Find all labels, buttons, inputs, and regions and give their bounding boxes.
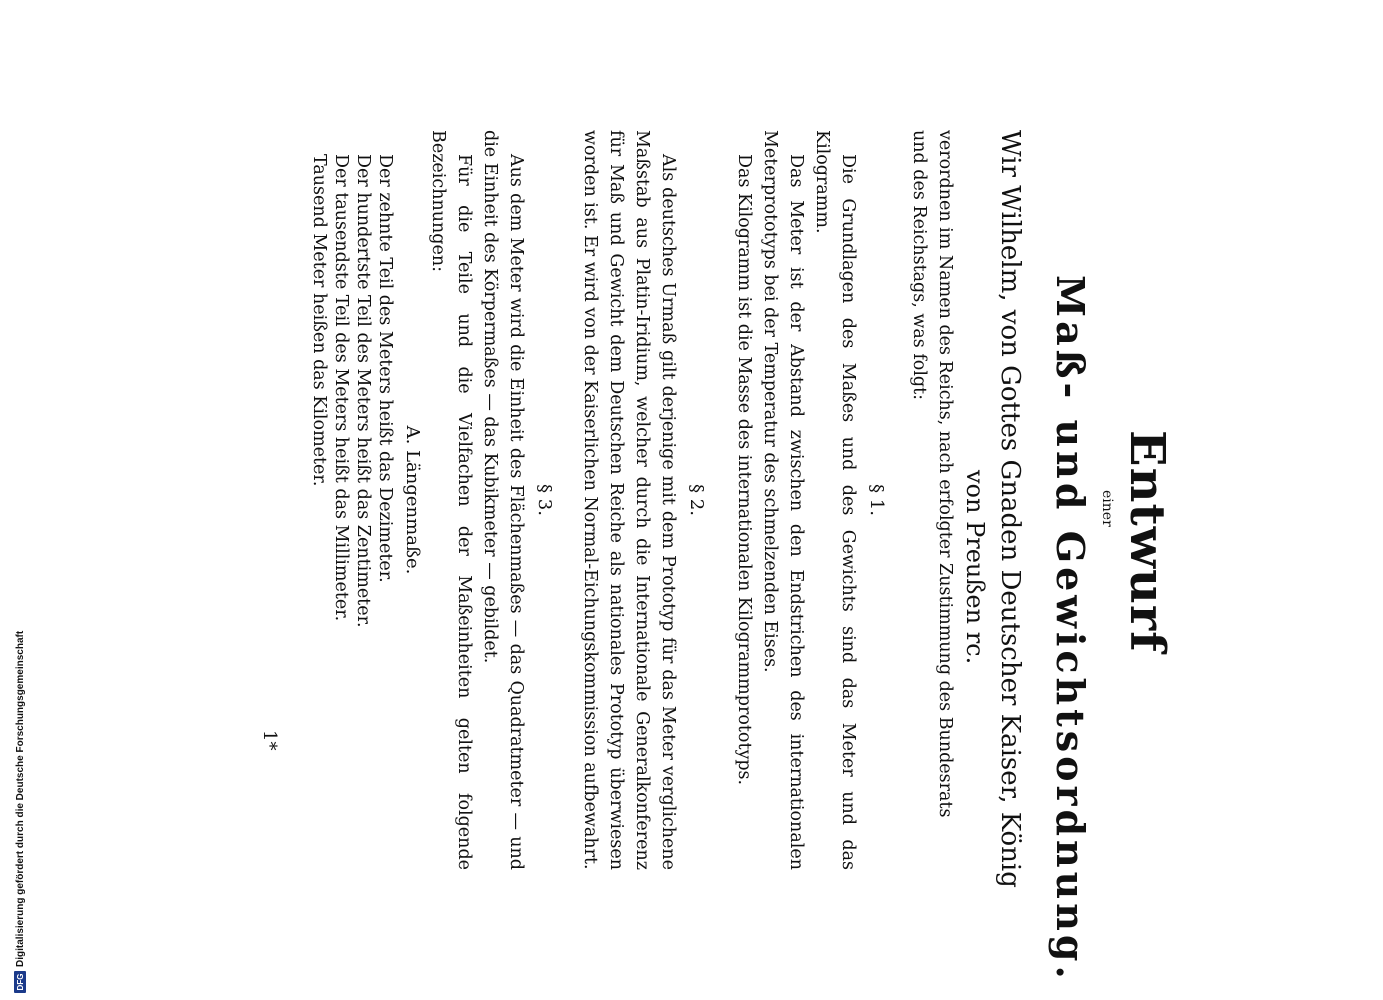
section-1-paragraph-1: Die Grundlagen des Maßes und des Gewichts sind das Meter und das Kilogramm. xyxy=(812,130,858,870)
law-title: Maß- und Gewichtsordnung. xyxy=(1048,275,1093,983)
section-1-paragraph-2: Das Meter ist der Abstand zwischen den Endstrichen des internationalen Meterprototyps bei der Temperatur des schmelzenden Eises. xyxy=(760,130,806,870)
digitization-footer xyxy=(14,631,26,993)
digitization-credit: Digitalisierung gefördert durch die Deutsche Forschungsgemeinschaft xyxy=(14,630,26,967)
dfg-logo-icon: DFG xyxy=(14,971,26,993)
document-subtitle: einer xyxy=(1099,490,1115,527)
section-1-paragraph-3: Das Kilogramm ist die Masse des internationalen Kilogrammprototyps. xyxy=(734,154,754,786)
length-line-2: Der hundertste Teil des Meters heißt das Zentimeter. xyxy=(353,154,373,628)
section-3-paragraph-1: Aus dem Meter wird die Einheit des Flächenmaßes — das Quadratmeter — und die Einheit des Körpermaßes — das Kubikmeter — gebildet. xyxy=(480,130,526,870)
section-1-heading: § 1. xyxy=(866,484,887,516)
page-number: 1* xyxy=(259,730,280,751)
length-line-3: Der tausendste Teil des Meters heißt das Millimeter. xyxy=(331,154,351,622)
section-2-heading: § 2. xyxy=(686,484,707,516)
preamble-line-4: und des Reichstags, was folgt: xyxy=(909,130,929,401)
preamble-line-2: von Preußen rc. xyxy=(961,470,989,665)
section-3-heading: § 3. xyxy=(534,484,555,516)
preamble-line-1: Wir Wilhelm, von Gottes Gnaden Deutscher Kaiser, König xyxy=(995,130,1025,888)
length-line-4: Tausend Meter heißen das Kilometer. xyxy=(309,154,329,487)
section-3-paragraph-2: Für die Teile und die Vielfachen der Maßeinheiten gelten folgende Bezeichnungen: xyxy=(428,130,474,870)
scanned-page xyxy=(259,130,1175,1000)
preamble-line-3: verordnen im Namen des Reichs, nach erfolgter Zustimmung des Bundesrats xyxy=(935,130,955,818)
subsection-a-heading: A. Längenmaße. xyxy=(402,425,423,575)
section-2-paragraph-1: Als deutsches Urmaß gilt derjenige mit dem Prototyp für das Meter verglichene Maßstab aus Platin-Iridium, welcher durch die Internationale Generalkonferenz für Maß und Gewicht dem Deutschen Reiche als nationales Prototyp überwiesen worden ist. Er wird von der Kaiserlichen Normal-Eichungskommission aufbewahrt. xyxy=(580,130,678,870)
length-line-1: Der zehnte Teil des Meters heißt das Dezimeter. xyxy=(375,154,395,583)
document-title: Entwurf xyxy=(1119,430,1175,653)
